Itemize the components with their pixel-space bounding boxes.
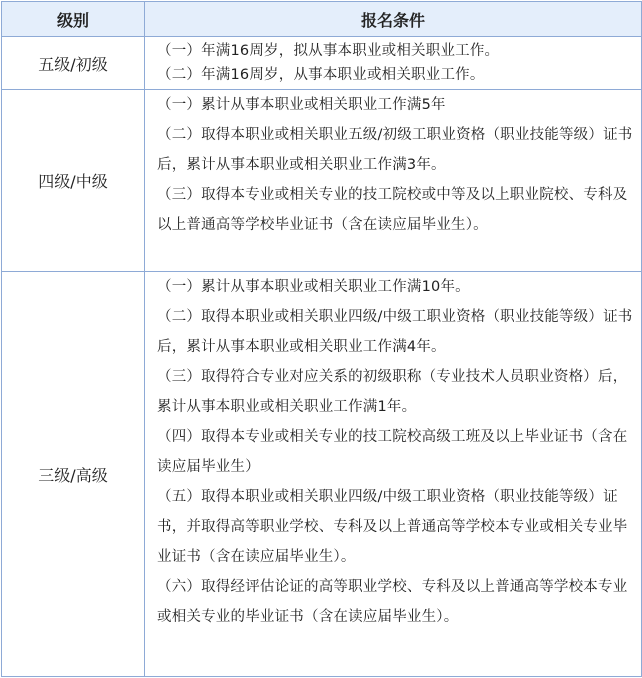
header-row	[2, 2, 642, 37]
level-cell: 四级/中级	[2, 90, 145, 272]
conditions-cell	[145, 37, 642, 90]
header-conditions: 报名条件	[145, 2, 642, 37]
condition-item: （六）取得经评估论证的高等职业学校、专科及以上普通高等学校本专业或相关专业的毕业证书（含在读应届毕业生）。	[157, 579, 628, 625]
table-row	[2, 90, 642, 272]
header-level: 级别	[2, 2, 145, 37]
requirements-table	[1, 1, 642, 677]
conditions-cell	[145, 90, 642, 272]
level-cell: 三级/高级	[2, 272, 145, 677]
condition-item: （二）取得本职业或相关职业五级/初级工职业资格（职业技能等级）证书后，累计从事本职业或相关职业工作满3年。	[157, 127, 633, 173]
condition-item: （三）取得本专业或相关专业的技工院校或中等及以上职业院校、专科及以上普通高等学校毕业证书（含在读应届毕业生）。	[157, 187, 628, 233]
condition-item: （一）累计从事本职业或相关职业工作满5年	[157, 97, 446, 113]
condition-item: （二）取得本职业或相关职业四级/中级工职业资格（职业技能等级）证书后，累计从事本职业或相关职业工作满4年。	[157, 309, 633, 355]
condition-item: （一）累计从事本职业或相关职业工作满10年。	[157, 279, 470, 295]
table-row	[2, 272, 642, 677]
table-row	[2, 37, 642, 90]
level-cell: 五级/初级	[2, 37, 145, 90]
conditions-cell	[145, 272, 642, 677]
condition-item: （五）取得本职业或相关职业四级/中级工职业资格（职业技能等级）证书，并取得高等职业学校、专科及以上普通高等学校本专业或相关专业毕业证书（含在读应届毕业生）。	[157, 489, 628, 565]
condition-item: （四）取得本专业或相关专业的技工院校高级工班及以上毕业证书（含在读应届毕业生）	[157, 429, 628, 475]
condition-item: （一）年满16周岁，拟从事本职业或相关职业工作。	[157, 43, 500, 59]
condition-item: （二）年满16周岁，从事本职业或相关职业工作。	[157, 67, 485, 83]
condition-item: （三）取得符合专业对应关系的初级职称（专业技术人员职业资格）后，累计从事本职业或相关职业工作满1年。	[157, 369, 628, 415]
